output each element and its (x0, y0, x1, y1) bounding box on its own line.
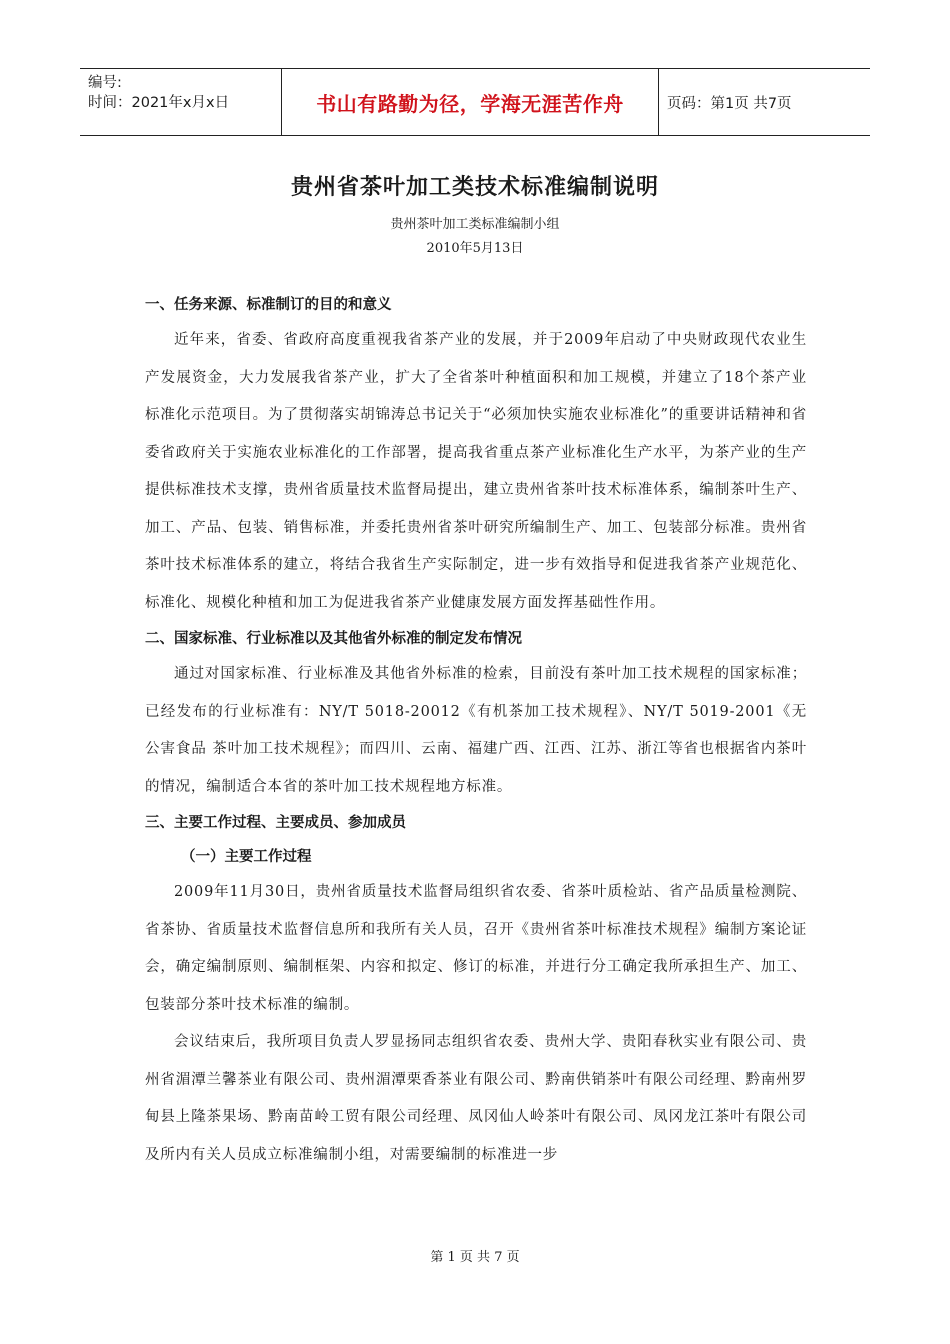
section-3-heading: 三、主要工作过程、主要成员、参加成员 (145, 815, 406, 831)
header-page-label: 页码：第1页 共7页 (667, 95, 792, 112)
header-table (80, 68, 870, 136)
section-1-heading: 一、任务来源、标准制订的目的和意义 (145, 297, 392, 313)
section-3-subheading: （一）主要工作过程 (181, 849, 312, 865)
header-motto: 书山有路勤为径，学海无涯苦作舟 (281, 69, 659, 135)
section-1-paragraph: 近年来，省委、省政府高度重视我省茶产业的发展，并于2009年启动了中央财政现代农业生产发展资金，大力发展我省茶产业，扩大了全省茶叶种植面积和加工规模，并建立了18个茶产业标准化示范项目。为了贯彻落实胡锦涛总书记关于“必须加快实施农业标准化”的重要讲话精神和省委省政府关于实施农业标准化的工作部署，提高我省重点茶产业标准化生产水平，为茶产业的生产提供标准技术支撑，贵州省质量技术监督局提出，建立贵州省茶叶技术标准体系，编制茶叶生产、加工、产品、包装、销售标准，并委托贵州省茶叶研究所编制生产、加工、包装部分标准。贵州省茶叶技术标准体系的建立，将结合我省生产实际制定，进一步有效指导和促进我省茶产业规范化、标准化、规模化种植和加工为促进我省茶产业健康发展方面发挥基础性作用。 (145, 332, 807, 611)
document-subtitle: 贵州茶叶加工类标准编制小组 (390, 217, 560, 232)
time-label: 时间：2021年x月x日 (88, 95, 230, 111)
document-title: 贵州省茶叶加工类技术标准编制说明 (290, 175, 659, 200)
section-3-paragraph-2: 会议结束后，我所项目负责人罗显扬同志组织省农委、贵州大学、贵阳春秋实业有限公司、贵州省湄潭兰馨茶业有限公司、贵州湄潭栗香茶业有限公司、黔南供销茶叶有限公司经理、黔南州罗甸县上隆茶果场、黔南苗岭工贸有限公司经理、凤冈仙人岭茶叶有限公司、凤冈龙江茶叶有限公司及所内有关人员成立标准编制小组，对需要编制的标准进一步 (145, 1034, 807, 1163)
code-label: 编号: (88, 75, 122, 91)
document-body (145, 288, 807, 1174)
document-date: 2010年5月13日 (426, 241, 524, 256)
section-2-heading: 二、国家标准、行业标准以及其他省外标准的制定发布情况 (145, 631, 522, 647)
page-footer: 第 1 页 共 7 页 (430, 1250, 520, 1265)
header-meta (80, 69, 281, 135)
section-3-paragraph-1: 2009年11月30日，贵州省质量技术监督局组织省农委、省茶叶质检站、省产品质量检测院、省茶协、省质量技术监督信息所和我所有关人员，召开《贵州省茶叶标准技术规程》编制方案论证会，确定编制原则、编制框架、内容和拟定、修订的标准，并进行分工确定我所承担生产、加工、包装部分茶叶技术标准的编制。 (145, 884, 807, 1013)
section-2-paragraph: 通过对国家标准、行业标准及其他省外标准的检索，目前没有茶叶加工技术规程的国家标准；已经发布的行业标准有：NY/T 5018-20012《有机茶加工技术规程》、NY/T 5019-2001《无公害食品 茶叶加工技术规程》；而四川、云南、福建广西、江西、江苏、浙江等省也根据省内茶叶的情况，编制适合本省的茶叶加工技术规程地方标准。 (145, 666, 807, 795)
